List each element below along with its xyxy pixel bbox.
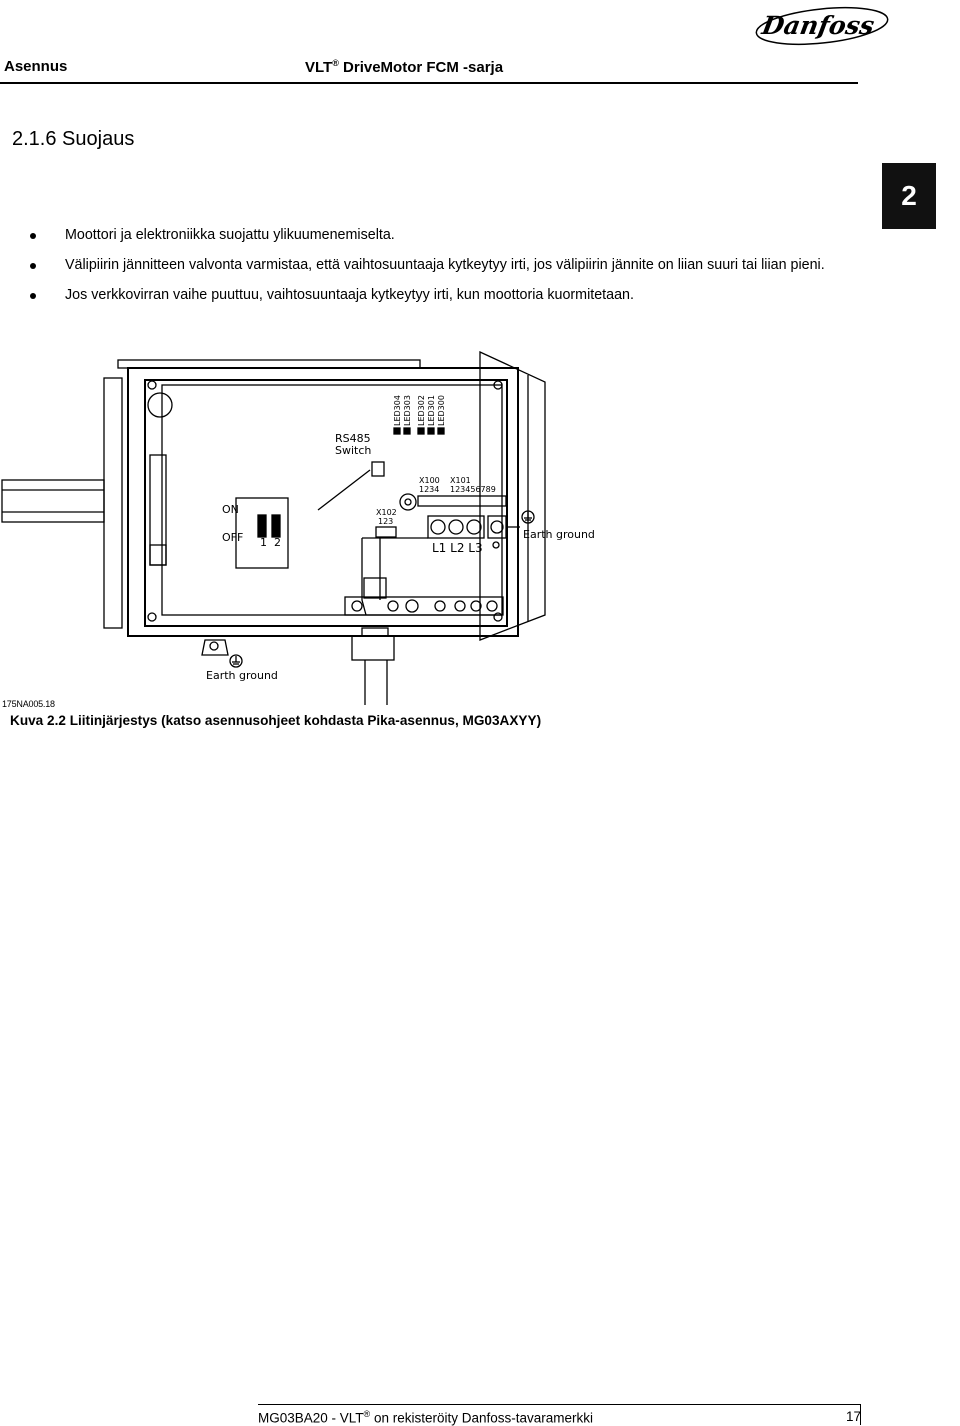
switch-2-label: 2	[274, 536, 281, 549]
enclosure-outer	[128, 368, 518, 636]
registered-mark: ®	[363, 1409, 371, 1419]
on-label: ON	[222, 503, 239, 516]
led-label: LED304	[393, 395, 402, 426]
product-suffix: DriveMotor FCM -sarja	[338, 59, 504, 76]
x100-pins: 1234	[419, 485, 440, 494]
rs485-label: RS485	[335, 432, 371, 445]
bullet-text: Jos verkkovirran vaihe puuttuu, vaihtosuuntaaja kytkeytyy irti, kun moottoria kuormitetaan.	[65, 287, 634, 303]
bullet-icon	[30, 233, 36, 239]
danfoss-logo	[752, 4, 890, 46]
x101-label: X101	[450, 476, 471, 485]
registered-mark: ®	[332, 58, 339, 68]
mains-terminal-block	[428, 516, 484, 538]
cable-gland	[352, 636, 394, 660]
figure-caption: Kuva 2.2 Liitinjärjestys (katso asennusohjeet kohdasta Pika-asennus, MG03AXYY)	[10, 713, 542, 728]
header-product-name	[305, 58, 503, 76]
led-label: LED301	[427, 395, 436, 426]
earth-ground-label: Earth ground	[523, 528, 595, 541]
product-prefix: VLT	[305, 59, 333, 76]
rs485-switch-label: Switch	[335, 444, 372, 457]
footer-doc-suffix: on rekisteröity Danfoss-tavaramerkki	[370, 1410, 594, 1426]
footer-rule	[258, 1404, 860, 1405]
led-label: LED303	[403, 395, 412, 426]
enclosure-inner	[145, 380, 507, 626]
footer-doc-prefix: MG03BA20 - VLT	[258, 1410, 364, 1426]
x101-pins: 123456789	[450, 485, 496, 494]
bullet-text: Välipiirin jännitteen valvonta varmistaa, että vaihtosuuntaaja kytkeytyy irti, jos välipiirin jännite on liian suuri tai liian pieni.	[65, 257, 825, 273]
terminal-strip-x100-x101	[418, 496, 506, 506]
list-item	[30, 285, 840, 306]
list-item	[30, 225, 840, 246]
footer-text	[258, 1409, 593, 1426]
earth-ground-icon	[230, 655, 242, 667]
logo-wordmark: Danfoss	[759, 10, 877, 40]
page-number: 17	[846, 1409, 862, 1424]
mains-label: L1 L2 L3	[432, 541, 483, 555]
bullet-icon	[30, 263, 36, 269]
header-section-name: Asennus	[4, 58, 68, 75]
motor-flange	[104, 378, 122, 628]
bullet-list	[30, 225, 840, 315]
wiring-diagram	[0, 345, 620, 705]
led-label: LED302	[417, 395, 426, 426]
bullet-text: Moottori ja elektroniikka suojattu ylikuumenemiselta.	[65, 227, 395, 243]
x102-pins: 123	[378, 517, 394, 526]
list-item	[30, 255, 840, 276]
section-title: 2.1.6 Suojaus	[12, 128, 135, 150]
earth-ground-label: Earth ground	[206, 669, 278, 682]
figure-id: 175NA005.18	[2, 699, 55, 709]
off-label: OFF	[222, 531, 244, 544]
bullet-icon	[30, 293, 36, 299]
motor-shaft	[2, 480, 104, 522]
x102-label: X102	[376, 508, 397, 517]
x100-label: X100	[419, 476, 440, 485]
led-label: LED300	[437, 395, 446, 426]
switch-1-label: 1	[260, 536, 267, 549]
chapter-tab: 2	[882, 163, 936, 229]
header-rule	[0, 82, 858, 84]
